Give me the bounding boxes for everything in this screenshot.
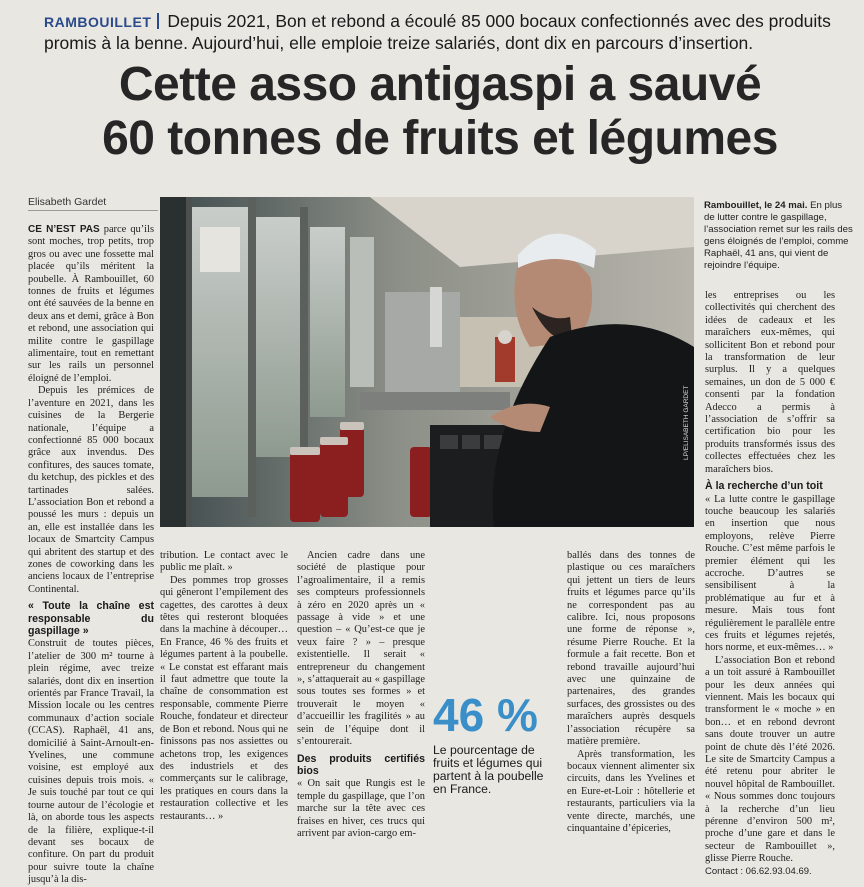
col1-paragraph-1: parce qu’ils sont moches, trop petits, trop gros ou avec une fossette mal placée qu’ils méritent la poubelle. À Rambouillet, 60 tonnes de fruits et légumes ont été sauvées de la benne en deux ans et demi, grâce à Bon et rebond, une association qui milite contre le gaspillage alimentaire, tout en remettant sur les rails un personnel éloigné de l’emploi. [28,224,154,384]
headline-line-2: 60 tonnes de fruits et légumes [102,112,778,165]
photo-caption [704,200,854,272]
byline: Elisabeth Gardet [28,196,107,208]
contact-line: Contact : 06.62.93.04.69. [705,865,812,877]
column-3 [297,550,425,840]
subhead-chaine: « Toute la chaîne est responsable du gaspillage » [28,600,154,637]
kicker-separator [157,13,159,29]
column-2 [160,550,288,823]
kicker [44,11,854,54]
col4-paragraph-2: Après transformation, les bocaux viennent alimenter six circuits, dans les Yvelines et en Eure-et-Loir : hôtellerie et restaurants, particuliers via la vente directe, marchés, une cinquantaine d’épiceries, [567,748,695,834]
col5-paragraph-2: « La lutte contre le gaspillage touche beaucoup les salariés en insertion que nous employons, relève Pierre Rouche. C’est même parfois le premier élément qui les accroche. D’autres se sensibilisent à la problématique au fur et à mesure. Mais tous font régulièrement le parallèle entre ces fruits et légumes rejetés, hors norme, et eux-mêmes… » [705,493,835,654]
headline-line-1: Cette asso antigaspi a sauvé [118,58,762,111]
col1-paragraph-2: Depuis les prémices de l’aventure en 2021, dans les cuisines de la Bergerie nationale, l’équipe a confectionné 85 000 bocaux grâce aux invendus. Des confitures, des sauces tomate, du ketchup, des pickles et des tartinades salées. L’association Bon et rebond a poussé les murs : depuis un an, elle est installée dans les locaux de Smartcity Campus qui abritent des startup et des zones de coworking dans les anciens locaux de l’entreprise Continental. [28,385,154,595]
col3-paragraph-2: « On sait que Rungis est le temple du gaspillage, que l’on marche sur la tête avec ces fraises en hiver, ces trucs qui arrivent par avion-cargo em- [297,778,425,839]
caption-lead: Rambouillet, le 24 mai. [704,200,808,211]
subhead-toit: À la recherche d’un toit [705,480,823,493]
location-label: RAMBOUILLET [44,14,152,30]
col3-paragraph-1: Ancien cadre dans une société de plastique pour l’agroalimentaire, il a remis ses compteurs professionnels à zéro en 2020 après un « passage à vide » et une question – « Qu’est-ce que je veux faire ? » – presque existentielle. Il serait « entrepreneur du changement », s’attaquerait au « gaspillage sous toutes ses formes » et trouverait le moyen « d’accueillir les fragilités » au sein de l’équipe dont il s’entourerait. [297,550,425,748]
column-1 [28,224,154,887]
kicker-text: Depuis 2021, Bon et rebond a écoulé 85 000 bocaux confectionnés avec des produits promis à la benne. Aujourd’hui, elle emploie treize salariés, dont dix en parcours d’insertion. [44,11,831,53]
subhead-bios: Des produits certifiés bios [297,752,425,777]
col1-paragraph-3: Construit de toutes pièces, l’atelier de 300 m² tourne à plein régime, avec treize salariés, dont dix en insertion orientés par France Travail, la Mission locale ou les centres communaux d’action sociale (CCAS). Raphaël, 41 ans, domicilié à Saint-Arnoult-en-Yvelines, une commune voisine, est employé aux cuisines depuis trois mois. « Je suis touché par tout ce qui tourne autour de l’écologie et là, on aborde tous les aspects de la filière, explique-t-il devant ses bocaux de confiture. On part du produit pour suivre toute la chaîne jusqu’à la dis- [28,638,154,886]
col5-paragraph-1: les entreprises ou les collectivités qui cherchent des idées de cadeaux et les maraîchers eux-mêmes, qui sollicitent Bon et rebond pour la transformation de leur surplus. Il y a quelques semaines, un don de 5 000 € consenti par la fondation Adecco a permis à l’association de s’offrir sa certification bio pour les produits transformés issus des collectes effectuées chez les maraîchers bios. [705,290,835,475]
col4-paragraph-1: ballés dans des tonnes de plastique ou ces maraîchers qui jettent un tiers de leurs fruits et légumes parce qu’ils ne correspondent pas au calibre. Ici, nous proposons une forme de réponse », résume Pierre Rouche. Et la formule a fait recette. Bon et rebond travaille aujourd’hui avec une quinzaine de partenaires, des grandes surfaces, des grossistes ou des maraîchers auprès desquels l’association récupère sa matière première. [567,550,695,748]
photo-illustration [160,197,694,527]
column-5 [705,290,835,878]
stat-text: Le pourcentage de fruits et légumes qui partent à la poubelle en France. [433,743,544,796]
col2-paragraph-2: Des pommes trop grosses qui gêneront l’empilement des cagettes, des carottes à deux têtes qui resteront bloquées dans la machine à découper… En France, 46 % des fruits et légumes partent à la poubelle. « Le constat est effarant mais il faut admettre que toute la chaîne de consommation est responsable, commente Pierre Rouche, fondateur et directeur de Bon et rebond. Nous qui ne finissons pas nos assiettes ou achetons trop, les exigences des industriels et des commerçants sur le calibrage, les pratiques en cours dans la restauration collective et les restaurants… » [160,574,288,822]
article-photo [160,197,694,527]
col5-paragraph-3: L’association Bon et rebond a un toit assuré à Rambouillet pour les deux années qui viennent. Mais les bocaux qui transforment le « moche » en bon… et en rebond devront sans doute trouver un autre point de chute dès l’été 2026. Le site de Smartcity Campus a été retenu pour abriter le nouvel hôpital de Rambouillet. « Nous sommes donc toujours à la recherche d’un lieu pérenne d’environ 500 m², proche d’une gare et dans le secteur de Rambouillet », glisse Pierre Rouche. [705,654,835,865]
photo-credit: LP/ELISABETH GARDET [683,385,690,460]
headline [30,58,850,166]
byline-rule [28,210,158,211]
caption-text: En plus de lutter contre le gaspillage, l’association remet sur les rails des gens éloignés de l’emploi, comme Raphaël, 41 ans, qui vient de rejoindre l’équipe. [704,200,853,271]
lead-caps: CE N’EST PAS [28,224,100,235]
column-4 [567,550,695,835]
col2-paragraph-1: tribution. Le contact avec le public me plaît. » [160,550,288,574]
stat-number: 46 % [433,689,538,741]
